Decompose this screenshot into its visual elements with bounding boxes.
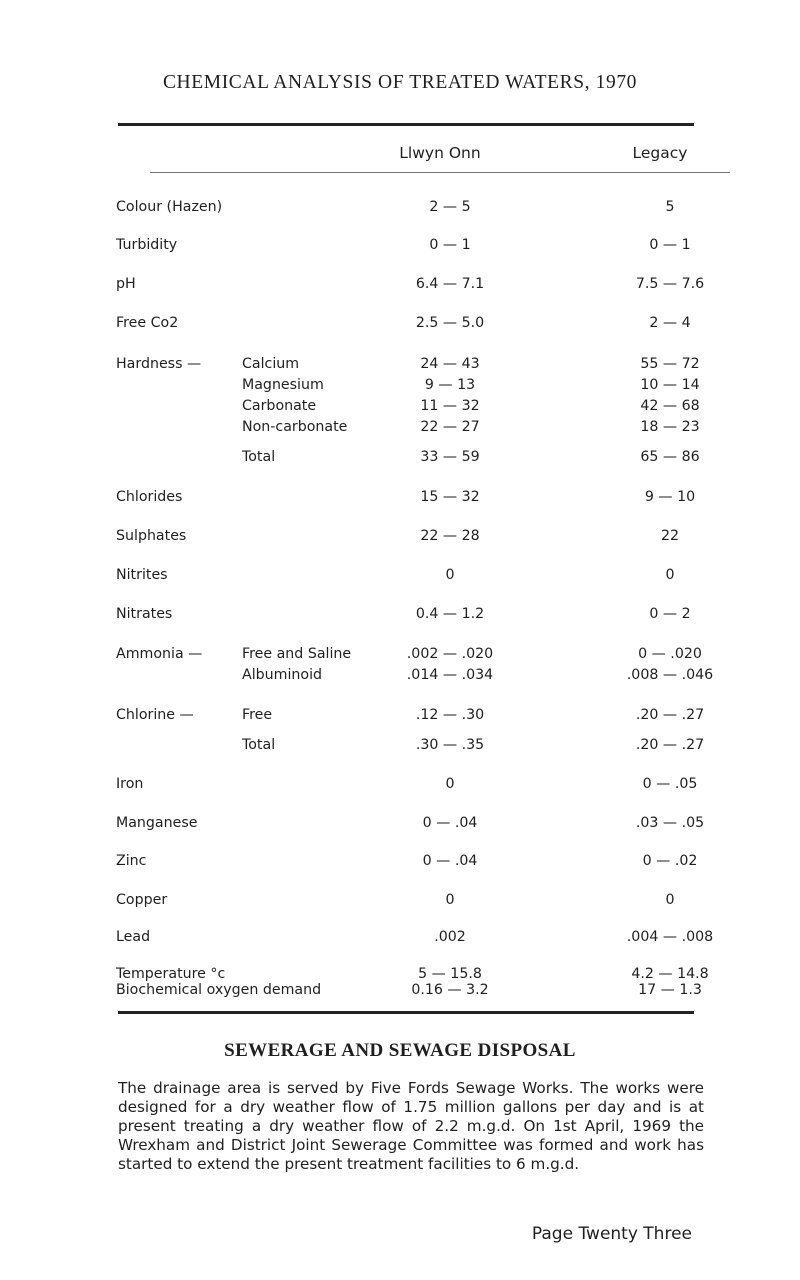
table-row: [0, 567, 800, 587]
row-label: Biochemical oxygen demand: [116, 982, 322, 998]
value-llwyn-onn: 0.4 — 1.2: [415, 606, 485, 622]
value-llwyn-onn: 0 — 1: [429, 237, 471, 253]
table-row: [0, 737, 800, 757]
row-label: Temperature °c: [116, 966, 226, 982]
value-legacy: .008 — .046: [626, 667, 714, 683]
table-row: [0, 419, 800, 439]
row-label: Iron: [116, 776, 144, 792]
value-legacy: 65 — 86: [640, 449, 700, 465]
body-paragraph: The drainage area is served by Five Fords Sewage Works. The works were designed for a dry weather flow of 1.75 million gallons per day and is at present treating a dry weather flow of 2.2 m.g.d. On 1st April, 1969 the Wrexham and District Joint Sewerage Committee was formed and work has started to extend the present treatment facilities to 6 m.g.d.: [118, 1079, 704, 1173]
row-label: Ammonia —: [116, 646, 203, 662]
row-sublabel: Free: [242, 707, 273, 723]
table-row: [0, 646, 800, 666]
section-heading: SEWERAGE AND SEWAGE DISPOSAL: [224, 1040, 576, 1061]
table-row: [0, 606, 800, 626]
value-llwyn-onn: 2 — 5: [429, 199, 471, 215]
value-llwyn-onn: .30 — .35: [415, 737, 485, 753]
page-title: CHEMICAL ANALYSIS OF TREATED WATERS, 1970: [162, 72, 638, 93]
row-label: Copper: [116, 892, 168, 908]
table-row: [0, 356, 800, 376]
row-label: Nitrites: [116, 567, 168, 583]
value-llwyn-onn: 6.4 — 7.1: [415, 276, 485, 292]
value-llwyn-onn: 0.16 — 3.2: [411, 982, 489, 998]
row-label: Chlorine —: [116, 707, 194, 723]
row-label: Sulphates: [116, 528, 187, 544]
row-sublabel: Calcium: [242, 356, 300, 372]
value-llwyn-onn: .002 — .020: [406, 646, 494, 662]
row-label: Hardness —: [116, 356, 202, 372]
table-row: [0, 528, 800, 548]
row-label: Zinc: [116, 853, 147, 869]
value-legacy: 18 — 23: [640, 419, 700, 435]
table-row: [0, 489, 800, 509]
value-legacy: 42 — 68: [640, 398, 700, 414]
table-row: [0, 315, 800, 335]
value-llwyn-onn: 11 — 32: [420, 398, 480, 414]
column-header-llwyn-onn: Llwyn Onn: [399, 144, 481, 162]
row-sublabel: Magnesium: [242, 377, 324, 393]
table-row: [0, 377, 800, 397]
row-sublabel: Albuminoid: [242, 667, 323, 683]
value-legacy: .20 — .27: [635, 707, 705, 723]
value-legacy: 17 — 1.3: [638, 982, 702, 998]
table-row: [0, 929, 800, 949]
value-legacy: 0 — 1: [649, 237, 691, 253]
row-sublabel: Free and Saline: [242, 646, 352, 662]
value-llwyn-onn: 2.5 — 5.0: [415, 315, 485, 331]
value-llwyn-onn: 0: [445, 892, 455, 908]
value-llwyn-onn: 0: [445, 776, 455, 792]
table-row: [0, 667, 800, 687]
table-top-rule: [118, 123, 694, 126]
value-llwyn-onn: .002: [434, 929, 466, 945]
row-label: Colour (Hazen): [116, 199, 223, 215]
value-legacy: 7.5 — 7.6: [635, 276, 705, 292]
table-bottom-rule: [118, 1011, 694, 1014]
table-row: [0, 449, 800, 469]
table-row: [0, 982, 800, 1002]
value-llwyn-onn: 15 — 32: [420, 489, 480, 505]
row-label: pH: [116, 276, 136, 292]
row-label: Lead: [116, 929, 151, 945]
value-legacy: 9 — 10: [644, 489, 696, 505]
row-sublabel: Non-carbonate: [242, 419, 348, 435]
value-legacy: .20 — .27: [635, 737, 705, 753]
value-llwyn-onn: .014 — .034: [406, 667, 494, 683]
value-legacy: 22: [660, 528, 680, 544]
table-row: [0, 815, 800, 835]
value-legacy: 4.2 — 14.8: [631, 966, 709, 982]
table-row: [0, 892, 800, 912]
value-llwyn-onn: 22 — 27: [420, 419, 480, 435]
value-llwyn-onn: 22 — 28: [420, 528, 480, 544]
row-sublabel: Total: [242, 737, 276, 753]
value-llwyn-onn: 24 — 43: [420, 356, 480, 372]
value-llwyn-onn: 5 — 15.8: [418, 966, 482, 982]
value-llwyn-onn: 0: [445, 567, 455, 583]
table-row: [0, 707, 800, 727]
header-underline: [150, 172, 730, 173]
value-llwyn-onn: 33 — 59: [420, 449, 480, 465]
table-row: [0, 276, 800, 296]
row-sublabel: Total: [242, 449, 276, 465]
table-row: [0, 853, 800, 873]
value-legacy: .004 — .008: [626, 929, 714, 945]
value-llwyn-onn: 9 — 13: [424, 377, 476, 393]
row-label: Chlorides: [116, 489, 183, 505]
value-legacy: 0 — 2: [649, 606, 691, 622]
value-legacy: 55 — 72: [640, 356, 700, 372]
table-row: [0, 776, 800, 796]
value-legacy: 10 — 14: [640, 377, 700, 393]
table-row: [0, 237, 800, 257]
table-row: [0, 199, 800, 219]
value-legacy: 0: [665, 567, 675, 583]
value-legacy: 0 — .02: [642, 853, 698, 869]
value-legacy: 5: [665, 199, 675, 215]
value-llwyn-onn: 0 — .04: [422, 815, 478, 831]
column-header-legacy: Legacy: [632, 144, 688, 162]
value-legacy: 0 — .020: [638, 646, 702, 662]
value-legacy: .03 — .05: [635, 815, 705, 831]
row-label: Nitrates: [116, 606, 173, 622]
row-label: Free Co2: [116, 315, 179, 331]
value-legacy: 2 — 4: [649, 315, 691, 331]
row-sublabel: Carbonate: [242, 398, 317, 414]
value-legacy: 0: [665, 892, 675, 908]
row-label: Turbidity: [116, 237, 178, 253]
row-label: Manganese: [116, 815, 198, 831]
value-llwyn-onn: 0 — .04: [422, 853, 478, 869]
page-number: Page Twenty Three: [531, 1224, 692, 1244]
value-llwyn-onn: .12 — .30: [415, 707, 485, 723]
table-row: [0, 398, 800, 418]
value-legacy: 0 — .05: [642, 776, 698, 792]
